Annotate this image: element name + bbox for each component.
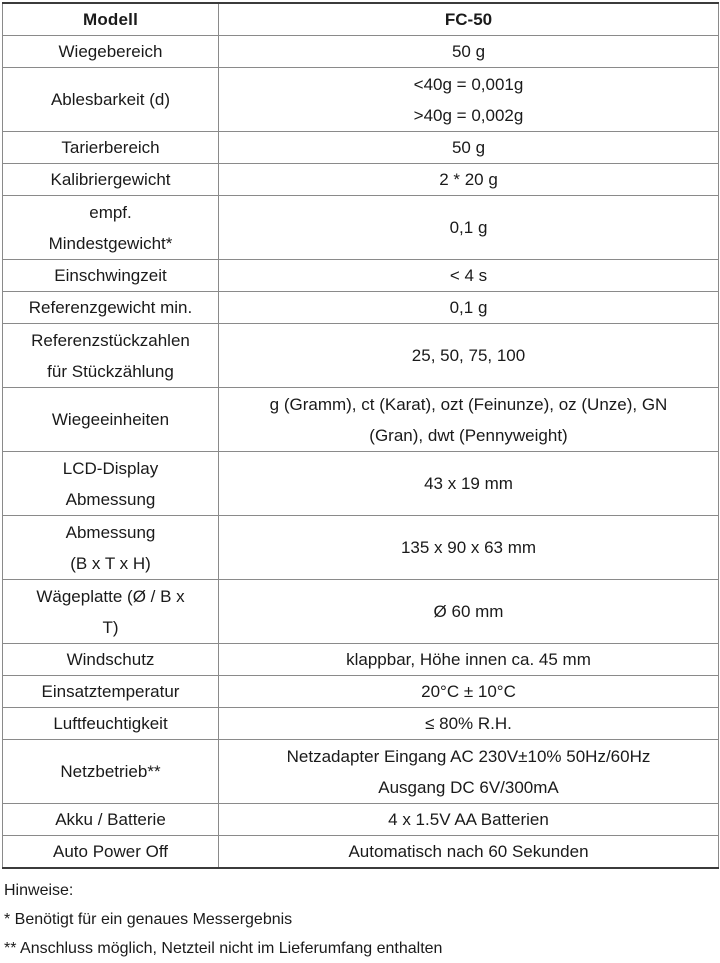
spec-value — [219, 164, 719, 196]
spec-value-line: Automatisch nach 60 Sekunden — [348, 842, 589, 861]
spec-label-line: Abmessung — [65, 489, 156, 509]
table-body — [3, 3, 719, 868]
table-row — [3, 836, 719, 869]
table-row — [3, 388, 719, 452]
spec-label-line: Einschwingzeit — [54, 266, 167, 285]
spec-label-line: T) — [102, 617, 119, 637]
spec-value-line: >40g = 0,002g — [413, 105, 524, 125]
spec-label-line: Wiegebereich — [58, 42, 163, 61]
spec-label-line: für Stückzählung — [47, 361, 174, 381]
spec-value — [219, 804, 719, 836]
spec-value — [219, 740, 719, 804]
spec-value-line: Ausgang DC 6V/300mA — [378, 777, 559, 797]
spec-value-line: 25, 50, 75, 100 — [411, 346, 526, 365]
spec-value — [219, 324, 719, 388]
spec-value-line: 4 x 1.5V AA Batterien — [388, 810, 549, 829]
spec-label-line: (B x T x H) — [70, 553, 151, 573]
spec-value — [219, 452, 719, 516]
spec-label — [3, 708, 219, 740]
header-value: FC-50 — [219, 3, 719, 36]
spec-label-line: Tarierbereich — [61, 138, 160, 157]
note-item: * Benötigt für ein genaues Messergebnis — [4, 911, 293, 928]
spec-label — [3, 836, 219, 869]
spec-label — [3, 452, 219, 516]
table-row — [3, 580, 719, 644]
spec-value — [219, 836, 719, 869]
table-row — [3, 132, 719, 164]
spec-label-line: Akku / Batterie — [55, 810, 166, 829]
spec-label — [3, 324, 219, 388]
table-row — [3, 36, 719, 68]
spec-label-line: Wägeplatte (Ø / B x — [36, 586, 185, 606]
table-row — [3, 292, 719, 324]
spec-label — [3, 676, 219, 708]
spec-value-line: Ø 60 mm — [433, 602, 504, 621]
table-row — [3, 644, 719, 676]
spec-value-line: klappbar, Höhe innen ca. 45 mm — [346, 650, 591, 669]
table-row — [3, 196, 719, 260]
table-row — [3, 324, 719, 388]
notes-title: Hinweise: — [4, 882, 74, 899]
spec-value-line: 50 g — [451, 42, 486, 61]
spec-value — [219, 708, 719, 740]
spec-label — [3, 740, 219, 804]
spec-label-line: empf. — [89, 202, 132, 222]
spec-label — [3, 36, 219, 68]
spec-value-line: 2 * 20 g — [439, 170, 498, 189]
spec-value-line: <40g = 0,001g — [413, 74, 524, 94]
spec-value-line: 20°C ± 10°C — [421, 682, 516, 701]
spec-label — [3, 132, 219, 164]
spec-label-line: Mindestgewicht* — [48, 233, 173, 253]
table-row — [3, 740, 719, 804]
spec-label — [3, 68, 219, 132]
spec-label — [3, 516, 219, 580]
spec-label-line: Auto Power Off — [53, 842, 168, 861]
note-item: ** Anschluss möglich, Netzteil nicht im Lieferumfang enthalten — [4, 940, 443, 957]
spec-value — [219, 292, 719, 324]
table-row — [3, 516, 719, 580]
spec-value-line: ≤ 80% R.H. — [425, 714, 512, 733]
table-row — [3, 164, 719, 196]
spec-value — [219, 644, 719, 676]
table-row — [3, 260, 719, 292]
spec-label — [3, 164, 219, 196]
spec-value-line: g (Gramm), ct (Karat), ozt (Feinunze), oz (Unze), GN — [269, 394, 668, 414]
spec-label-line: Windschutz — [66, 650, 155, 669]
spec-label-line: Kalibriergewicht — [50, 170, 171, 189]
spec-value-line: 43 x 19 mm — [424, 474, 513, 493]
spec-value-line: (Gran), dwt (Pennyweight) — [369, 425, 568, 445]
notes-section — [0, 869, 720, 963]
spec-label — [3, 580, 219, 644]
spec-label-line: Einsatztemperatur — [41, 682, 180, 701]
spec-label-line: Luftfeuchtigkeit — [53, 714, 168, 733]
spec-value — [219, 676, 719, 708]
spec-label-line: Referenzstückzahlen — [31, 330, 190, 350]
spec-label-line: Referenzgewicht min. — [28, 298, 193, 317]
spec-label-line: Ablesbarkeit (d) — [50, 90, 171, 109]
spec-value — [219, 580, 719, 644]
table-row — [3, 804, 719, 836]
spec-value — [219, 516, 719, 580]
table-row — [3, 676, 719, 708]
specifications-table — [2, 2, 719, 869]
spec-label — [3, 644, 219, 676]
spec-value-line: 50 g — [451, 138, 486, 157]
spec-label — [3, 804, 219, 836]
spec-value-line: 135 x 90 x 63 mm — [400, 538, 537, 557]
spec-label-line: LCD-Display — [62, 458, 159, 478]
spec-value — [219, 68, 719, 132]
table-row — [3, 68, 719, 132]
table-row — [3, 708, 719, 740]
spec-label — [3, 260, 219, 292]
spec-value — [219, 260, 719, 292]
spec-value-line: < 4 s — [449, 266, 488, 285]
spec-label-line: Abmessung — [65, 522, 156, 542]
spec-value-line: 0,1 g — [449, 218, 488, 237]
spec-label — [3, 388, 219, 452]
header-label: Modell — [3, 3, 219, 36]
spec-label-line: Wiegeeinheiten — [51, 410, 170, 429]
spec-value-line: Netzadapter Eingang AC 230V±10% 50Hz/60Hz — [286, 746, 651, 766]
table-row — [3, 452, 719, 516]
spec-value-line: 0,1 g — [449, 298, 488, 317]
spec-value — [219, 196, 719, 260]
spec-label — [3, 292, 219, 324]
table-header-row — [3, 3, 719, 36]
spec-value — [219, 388, 719, 452]
spec-sheet — [0, 2, 720, 957]
spec-label-line: Netzbetrieb** — [60, 762, 161, 781]
spec-value — [219, 132, 719, 164]
spec-value — [219, 36, 719, 68]
spec-label — [3, 196, 219, 260]
